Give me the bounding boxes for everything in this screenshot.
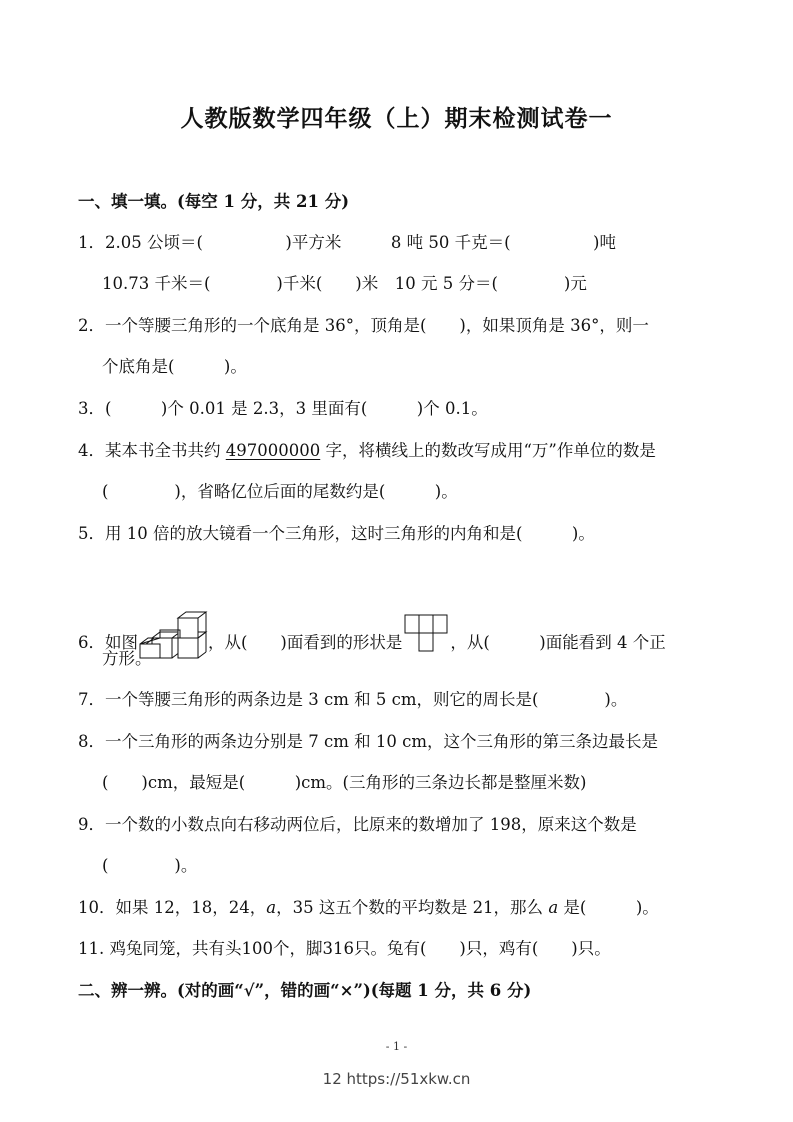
question-4-prefix: 4．某本书全书共约 (78, 441, 226, 460)
question-6-line-1 (78, 604, 738, 654)
question-1-line-2: 10.73 千米＝( )千米( )米 10 元 5 分＝( )元 (102, 274, 587, 293)
question-4-line-1 (78, 440, 738, 462)
question-6-line-2: 方形。 (102, 649, 152, 668)
question-9-line-1: 9．一个数的小数点向右移动两位后，比原来的数增加了 198，原来这个数是 (78, 815, 637, 834)
question-11: 11. 鸡兔同笼，共有头100个，脚316只。兔有( )只，鸡有( )只。 (78, 939, 611, 958)
question-2-line-1: 2．一个等腰三角形的一个底角是 36°，顶角是( )，如果顶角是 36°，则一 (78, 316, 649, 335)
question-8-line-1: 8．一个三角形的两条边分别是 7 cm 和 10 cm，这个三角形的第三条边最长是 (78, 732, 658, 751)
page-title: 人教版数学四年级（上）期末检测试卷一 (180, 105, 613, 132)
question-10 (78, 897, 738, 919)
question-6-middle: ，从( )面看到的形状是 (208, 633, 403, 652)
variable-a: a (266, 898, 277, 917)
question-6-prefix: 6．如图 (78, 633, 138, 652)
page-number: - 1 - (385, 1040, 408, 1053)
question-5: 5．用 10 倍的放大镜看一个三角形，这时三角形的内角和是( )。 (78, 524, 595, 543)
underlined-number: 497000000 (225, 441, 321, 460)
question-8-line-2: ( )cm，最短是( )cm。(三角形的三条边长都是整厘米数) (102, 773, 587, 792)
question-2-line-2: 个底角是( )。 (102, 357, 247, 376)
section-2-heading: 二、辨一辨。(对的画“√”，错的画“×”)(每题 1 分，共 6 分) (78, 981, 532, 1000)
site-watermark: 12 https://51xkw.cn (322, 1070, 471, 1088)
question-10-middle: ，35 这五个数的平均数是 21，那么 (276, 898, 549, 917)
question-7: 7．一个等腰三角形的两条边是 3 cm 和 5 cm，则它的周长是( )。 (78, 690, 628, 709)
section-1-heading: 一、填一填。(每空 1 分，共 21 分) (78, 192, 350, 211)
question-3: 3．( )个 0.01 是 2.3，3 里面有( )个 0.1。 (78, 399, 488, 418)
question-4-line-2: ( )，省略亿位后面的尾数约是( )。 (102, 482, 458, 501)
question-6-suffix: ，从( )面能看到 4 个正 (450, 633, 666, 652)
variable-a-2: a (548, 898, 559, 917)
question-1-line-1: 1．2.05 公顷＝( )平方米 8 吨 50 千克＝( )吨 (78, 233, 616, 252)
question-4-suffix: 字，将横线上的数改写成用“万”作单位的数是 (320, 441, 656, 460)
question-10-suffix: 是( )。 (558, 898, 659, 917)
question-10-prefix: 10．如果 12，18，24， (78, 898, 267, 917)
question-9-line-2: ( )。 (102, 856, 198, 875)
